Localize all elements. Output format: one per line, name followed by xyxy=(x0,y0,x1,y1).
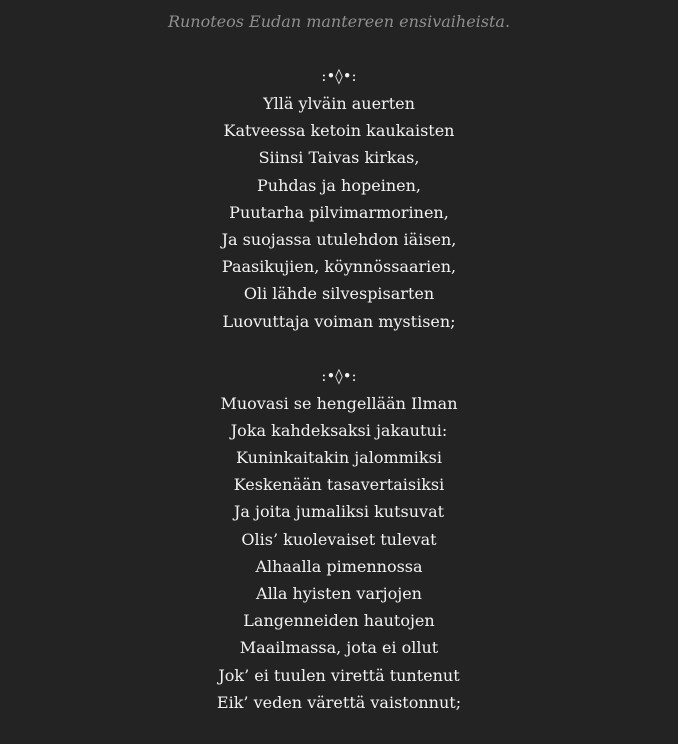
poem-line: Puutarha pilvimarmorinen, xyxy=(229,202,449,222)
poem-line: Ja suojassa utulehdon iäisen, xyxy=(221,229,457,249)
poem-line: Luovuttaja voiman mystisen; xyxy=(222,311,456,331)
poem-line: Kuninkaitakin jalommiksi xyxy=(236,448,442,468)
poem-line: Maailmassa, jota ei ollut xyxy=(239,638,439,658)
poem-line: Joka kahdeksaksi jakautui: xyxy=(230,420,448,440)
stanza-2 xyxy=(0,363,678,716)
poem-line: Yllä ylväin auerten xyxy=(263,94,415,113)
poem-line: Alla hyisten varjojen xyxy=(256,584,422,603)
poem-body xyxy=(0,63,678,744)
stanza-divider: :•◊•: xyxy=(321,67,357,85)
poem-line: Oli lähde silvespisarten xyxy=(243,284,435,304)
poem-line: Langenneiden hautojen xyxy=(243,611,435,631)
stanza-divider: :•◊•: xyxy=(321,366,357,385)
poem-line: Puhdas ja hopeinen, xyxy=(257,175,421,195)
poem-line: Paasikujien, köynnössaarien, xyxy=(221,257,457,277)
stanza-1 xyxy=(0,63,678,335)
poem-line: Olis’ kuolevaiset tulevat xyxy=(241,529,437,549)
poem-line: Siinsi Taivas kirkas, xyxy=(258,148,420,168)
poem-line: Katveessa ketoin kaukaisten xyxy=(223,121,455,141)
poem-line: Alhaalla pimennossa xyxy=(255,556,423,576)
poem-subtitle: Runoteos Eudan mantereen ensivaiheista. xyxy=(167,12,511,31)
poem-line: Muovasi se hengellään Ilman xyxy=(220,393,458,413)
poem-line: Eik’ veden värettä vaistonnut; xyxy=(216,692,462,712)
poem-line: Jok’ ei tuulen virettä tuntenut xyxy=(218,665,460,685)
poem-line: Ja joita jumaliksi kutsuvat xyxy=(233,502,445,522)
poem-line: Keskenään tasavertaisiksi xyxy=(233,475,445,495)
